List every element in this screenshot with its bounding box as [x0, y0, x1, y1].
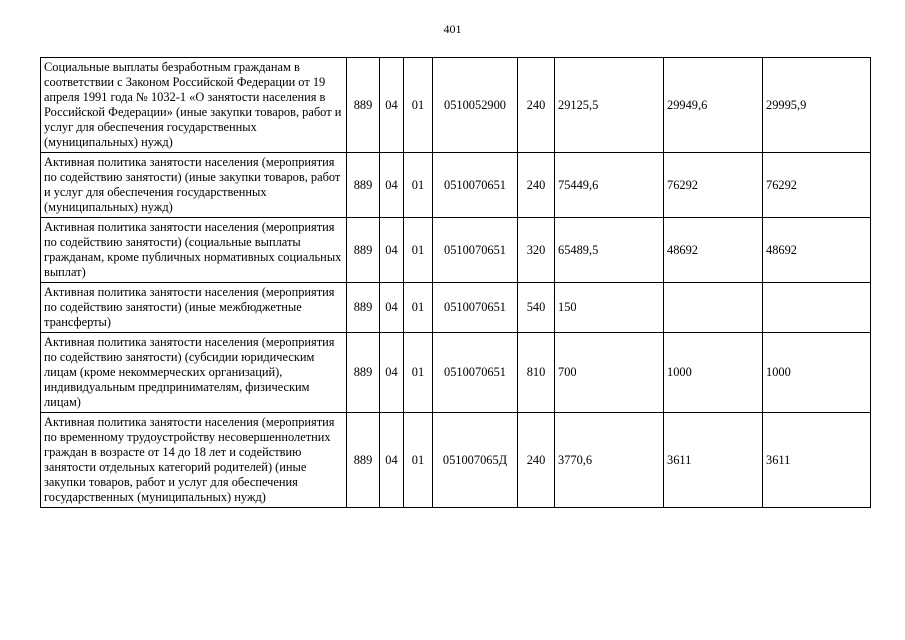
- expense-type-code: 240: [518, 153, 555, 218]
- row-description: Активная политика занятости населения (мероприятия по содействию занятости) (субсидии юридическим лицам (кроме некоммерческих организаций), индивидуальным предпринимателям, физическим лицам): [41, 333, 347, 413]
- amount-year-1: 700: [555, 333, 664, 413]
- subsection-code: 01: [404, 58, 433, 153]
- subsection-code: 01: [404, 283, 433, 333]
- table-row: [41, 333, 871, 413]
- amount-year-1: 65489,5: [555, 218, 664, 283]
- table-row: [41, 218, 871, 283]
- ministry-code: 889: [347, 58, 380, 153]
- target-article-code: 051007065Д: [433, 413, 518, 508]
- subsection-code: 01: [404, 413, 433, 508]
- amount-year-3: 3611: [763, 413, 871, 508]
- amount-year-3: 76292: [763, 153, 871, 218]
- row-description: Активная политика занятости населения (мероприятия по содействию занятости) (социальные выплаты гражданам, кроме публичных нормативных социальных выплат): [41, 218, 347, 283]
- amount-year-2: 76292: [664, 153, 763, 218]
- amount-year-1: 29125,5: [555, 58, 664, 153]
- amount-year-2: 1000: [664, 333, 763, 413]
- section-code: 04: [380, 413, 404, 508]
- amount-year-1: 3770,6: [555, 413, 664, 508]
- amount-year-2: 48692: [664, 218, 763, 283]
- subsection-code: 01: [404, 333, 433, 413]
- row-description: Социальные выплаты безработным гражданам в соответствии с Законом Российской Федерации от 19 апреля 1991 года № 1032-1 «О занятости населения в Российской Федерации» (иные закупки товаров, работ и услуг для обеспечения государственных (муниципальных) нужд): [41, 58, 347, 153]
- amount-year-3: 1000: [763, 333, 871, 413]
- expense-type-code: 540: [518, 283, 555, 333]
- table-body: [41, 58, 871, 508]
- table-row: [41, 413, 871, 508]
- section-code: 04: [380, 333, 404, 413]
- ministry-code: 889: [347, 413, 380, 508]
- subsection-code: 01: [404, 153, 433, 218]
- row-description: Активная политика занятости населения (мероприятия по содействию занятости) (иные межбюджетные трансферты): [41, 283, 347, 333]
- ministry-code: 889: [347, 333, 380, 413]
- expense-type-code: 810: [518, 333, 555, 413]
- amount-year-2: 3611: [664, 413, 763, 508]
- section-code: 04: [380, 58, 404, 153]
- page-number: 401: [443, 22, 462, 36]
- table-row: [41, 283, 871, 333]
- amount-year-1: 150: [555, 283, 664, 333]
- budget-table: [40, 57, 871, 508]
- amount-year-3: [763, 283, 871, 333]
- amount-year-2: [664, 283, 763, 333]
- row-description: Активная политика занятости населения (мероприятия по содействию занятости) (иные закупки товаров, работ и услуг для обеспечения государственных (муниципальных) нужд): [41, 153, 347, 218]
- section-code: 04: [380, 153, 404, 218]
- target-article-code: 0510052900: [433, 58, 518, 153]
- table-row: [41, 153, 871, 218]
- target-article-code: 0510070651: [433, 283, 518, 333]
- ministry-code: 889: [347, 218, 380, 283]
- section-code: 04: [380, 218, 404, 283]
- subsection-code: 01: [404, 218, 433, 283]
- ministry-code: 889: [347, 283, 380, 333]
- amount-year-3: 48692: [763, 218, 871, 283]
- amount-year-2: 29949,6: [664, 58, 763, 153]
- expense-type-code: 320: [518, 218, 555, 283]
- amount-year-3: 29995,9: [763, 58, 871, 153]
- row-description: Активная политика занятости населения (мероприятия по временному трудоустройству несовершеннолетних граждан в возрасте от 14 до 18 лет и содействию занятости отдельных категорий родителей) (иные закупки товаров, работ и услуг для обеспечения государственных (муниципальных) нужд): [41, 413, 347, 508]
- expense-type-code: 240: [518, 413, 555, 508]
- target-article-code: 0510070651: [433, 333, 518, 413]
- table-row: [41, 58, 871, 153]
- target-article-code: 0510070651: [433, 153, 518, 218]
- amount-year-1: 75449,6: [555, 153, 664, 218]
- target-article-code: 0510070651: [433, 218, 518, 283]
- expense-type-code: 240: [518, 58, 555, 153]
- ministry-code: 889: [347, 153, 380, 218]
- section-code: 04: [380, 283, 404, 333]
